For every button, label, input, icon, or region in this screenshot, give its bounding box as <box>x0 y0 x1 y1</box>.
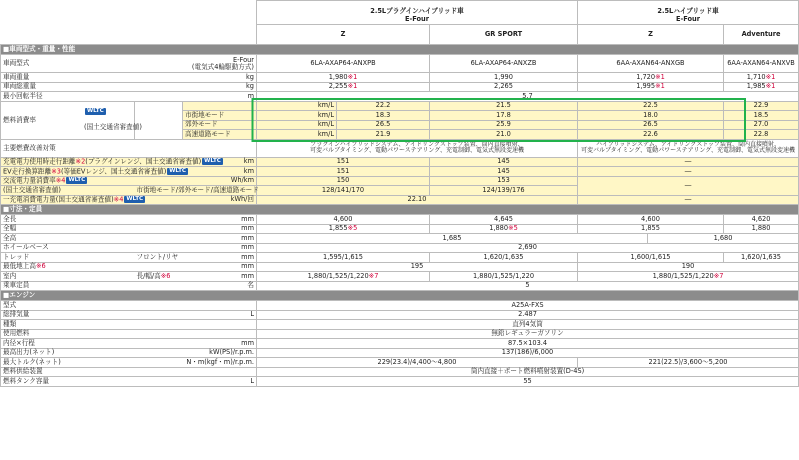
not-applicable: ― <box>578 157 799 167</box>
section-dims: ■寸法・定員 <box>1 205 799 215</box>
width-value: 1,880 <box>489 224 509 233</box>
fuel-mode-label: 郊外モード <box>183 120 257 130</box>
fuel-mode-label <box>183 101 257 111</box>
width-value: 1,855 <box>328 224 348 233</box>
note-number: 1 <box>660 82 665 91</box>
row-length <box>1 215 799 225</box>
wltc-badge: WLTC <box>126 196 144 203</box>
label-fuel-system: 燃料供給装置 <box>1 367 257 377</box>
unit-km-l: km/L <box>257 111 337 121</box>
measures-hev-2: 可変バルブタイミング、電動パワーステアリング、充電制御、電気式無段変速機 <box>580 147 796 154</box>
fuel-value: 26.5 <box>337 120 430 130</box>
height-value: 1,685 <box>257 234 648 244</box>
label-fuel-sub: (国土交通省審査値) <box>84 123 142 131</box>
note-mark: ※ <box>75 157 82 166</box>
label-tread-sub: フロント/リヤ <box>135 253 183 263</box>
width-value: 1,880 <box>724 224 799 234</box>
model-type-value: 6AA-AXAN64-ANXGB <box>578 55 724 73</box>
unit-kwh: kWh/回 <box>183 195 257 205</box>
fuel-value: 22.9 <box>724 101 799 111</box>
ac-power-value: 153 <box>430 176 578 186</box>
unit-m: m <box>183 92 257 102</box>
unit-wh-km: Wh/km <box>183 176 257 186</box>
row-fuel-system <box>1 367 799 377</box>
row-bore-stroke <box>1 339 799 349</box>
label-length: 全長 <box>1 215 183 225</box>
note-number: 1 <box>771 82 776 91</box>
label-ac-power-sub: (国土交通省審査値) <box>1 186 135 196</box>
fuel-value: 22.6 <box>578 130 724 140</box>
note-number: 4 <box>119 195 124 204</box>
row-ground <box>1 262 799 272</box>
label-max-torque: 最大トルク(ネット) <box>1 358 183 368</box>
fuel-value: 18.0 <box>578 111 724 121</box>
section-engine: ■エンジン <box>1 291 799 301</box>
row-displacement <box>1 310 799 320</box>
label-engine-type: 型式 <box>1 301 257 311</box>
note-mark: ※ <box>160 271 167 280</box>
note-mark: ※ <box>55 176 62 185</box>
kind-value: 直列4気筒 <box>257 320 799 330</box>
cabin-value: 1,880/1,525/1,220 <box>430 272 578 282</box>
length-value: 4,600 <box>578 215 724 225</box>
fuel-value: 22.8 <box>724 130 799 140</box>
row-fuel-combined <box>1 101 799 111</box>
unit-kg: kg <box>183 73 257 83</box>
wltc-badge: WLTC <box>87 108 104 114</box>
label-measures: 主要燃費改善対策 <box>1 139 257 157</box>
unit-km: km <box>183 167 257 177</box>
model-type-value: 6LA-AXAP64-ANXZB <box>430 55 578 73</box>
label-tread: トレッド <box>1 253 135 263</box>
note-mark: ※ <box>347 224 354 233</box>
row-wheelbase <box>1 243 799 253</box>
not-applicable: ― <box>578 176 799 195</box>
width-value: 1,855 <box>578 224 724 234</box>
cabin-value: 1,880/1,525/1,220 <box>652 271 714 280</box>
wltc-badge: WLTC <box>68 177 86 184</box>
wheelbase-value: 2,690 <box>257 243 799 253</box>
label-width: 全幅 <box>1 224 183 234</box>
unit-mm: mm <box>183 215 257 225</box>
engine-type-value: A25A-FXS <box>257 301 799 311</box>
label-ac-power-modes: 市街地モード/郊外モード/高速道路モード <box>136 185 259 194</box>
row-tank <box>1 377 799 387</box>
drive-hev: E-Four <box>578 16 799 25</box>
note-mark: ※ <box>347 72 354 81</box>
grade-gr-sport: GR SPORT <box>430 25 578 45</box>
label-vehicle-weight: 車両重量 <box>1 73 183 83</box>
unit-km-l: km/L <box>257 101 337 111</box>
model-type-value: 6LA-AXAP64-ANXPB <box>257 55 430 73</box>
fuel-type-value: 無鉛レギュラーガソリン <box>257 329 799 339</box>
row-engine-type <box>1 301 799 311</box>
note-number: 5 <box>353 224 358 233</box>
note-mark: ※ <box>368 271 375 280</box>
fuel-value: 27.0 <box>724 120 799 130</box>
ev-range-value: 151 <box>257 167 430 177</box>
fuel-value: 26.5 <box>578 120 724 130</box>
label-fuel: 燃料消費率 <box>3 115 36 124</box>
row-capacity <box>1 281 799 291</box>
note-mark: ※ <box>765 82 772 91</box>
ac-power-mode-value: 128/141/170 <box>257 186 430 196</box>
label-ground: 最低地上高 <box>3 262 36 271</box>
unit-drive: E-Four <box>232 55 254 64</box>
measures-phev-1: プラグインハイブリッドシステム、アイドリングストップ装置、筒内直接噴射、 <box>310 141 524 148</box>
row-measures <box>1 139 799 157</box>
row-charge-range <box>1 157 799 167</box>
measures-hev-1: ハイブリッドシステム、アイドリングストップ装置、筒内直接噴射、 <box>596 141 781 148</box>
label-model-type: 車両型式 <box>3 59 30 68</box>
model-type-value: 6AA-AXAN64-ANXVB <box>724 55 799 73</box>
note-mark: ※ <box>713 271 720 280</box>
label-cabin-sub: 長/幅/高 <box>136 271 161 280</box>
wltc-badge: WLTC <box>169 167 186 174</box>
ac-power-mode-value: 124/139/176 <box>430 186 578 196</box>
wltc-badge: WLTC <box>204 158 221 165</box>
note-number: 6 <box>41 262 46 271</box>
turning-radius-value: 5.7 <box>257 92 799 102</box>
row-max-power <box>1 348 799 358</box>
tread-value: 1,620/1,635 <box>430 253 578 263</box>
unit-persons: 名 <box>183 281 257 291</box>
length-value: 4,620 <box>724 215 799 225</box>
label-bore-stroke: 内径×行程 <box>1 339 183 349</box>
note-mark: ※ <box>35 262 42 271</box>
row-ev-range <box>1 167 799 177</box>
label-ac-power: 交流電力量消費率 <box>3 176 56 185</box>
group-phev: 2.5Lプラグインハイブリッド車 <box>257 7 578 16</box>
note-number: 2 <box>81 157 86 166</box>
tread-value: 1,620/1,635 <box>724 253 799 263</box>
unit-mm: mm <box>183 243 257 253</box>
unit-kg: kg <box>183 82 257 92</box>
row-max-torque <box>1 358 799 368</box>
unit-l: L <box>183 310 257 320</box>
fuel-value: 18.3 <box>337 111 430 121</box>
tank-value: 55 <box>257 377 799 387</box>
unit-mm: mm <box>183 253 257 263</box>
grade-z-hev: Z <box>578 25 724 45</box>
label-ev-range-sub: (等価EVレンジ、国土交通省審査値) <box>60 167 167 176</box>
note-mark: ※ <box>655 82 661 91</box>
note-number: 1 <box>771 72 776 81</box>
row-fuel-type <box>1 329 799 339</box>
label-capacity: 乗車定員 <box>1 281 183 291</box>
note-mark: ※ <box>508 224 514 233</box>
group-hev: 2.5Lハイブリッド車 <box>578 7 799 16</box>
row-ac-power <box>1 176 799 186</box>
note-number: 4 <box>61 176 66 185</box>
fuel-value: 22.2 <box>337 101 430 111</box>
row-height <box>1 234 799 244</box>
note-number: 1 <box>660 72 665 81</box>
row-vehicle-weight <box>1 73 799 83</box>
unit-mm: mm <box>183 339 257 349</box>
displacement-value: 2.487 <box>257 310 799 320</box>
max-power-value: 137(186)/6,000 <box>257 348 799 358</box>
fuel-value: 22.5 <box>578 101 724 111</box>
fuel-mode-label: 高速道路モード <box>183 130 257 140</box>
label-kind: 種類 <box>1 320 257 330</box>
charge-range-value: 145 <box>430 157 578 167</box>
unit-km-l: km/L <box>257 120 337 130</box>
label-turning-radius: 最小回転半径 <box>1 92 183 102</box>
row-cabin <box>1 272 799 282</box>
label-fuel-type: 使用燃料 <box>1 329 257 339</box>
fuel-value: 21.5 <box>430 101 578 111</box>
grade-adventure: Adventure <box>724 25 799 45</box>
note-number: 7 <box>374 271 379 280</box>
label-wheelbase: ホイールベース <box>1 243 183 253</box>
length-value: 4,600 <box>257 215 430 225</box>
vehicle-weight-value: 1,720 <box>636 72 656 81</box>
fuel-value: 17.8 <box>430 111 578 121</box>
row-one-charge <box>1 195 799 205</box>
unit-km: km <box>183 157 257 167</box>
grade-z-phev: Z <box>257 25 430 45</box>
ac-power-value: 150 <box>257 176 430 186</box>
row-gross-weight <box>1 82 799 92</box>
section-vehicle: ■車両型式・重量・性能 <box>1 45 799 55</box>
max-torque-value: 221(22.5)/3,600〜5,200 <box>578 358 799 368</box>
vehicle-weight-value: 1,980 <box>328 72 348 81</box>
note-mark: ※ <box>51 167 57 176</box>
label-max-power: 最高出力(ネット) <box>1 348 183 358</box>
unit-kw: kW(PS)/r.p.m. <box>183 348 257 358</box>
row-tread <box>1 253 799 263</box>
gross-weight-value: 2,255 <box>328 82 348 91</box>
note-number: 3 <box>56 167 61 176</box>
not-applicable: ― <box>578 195 799 205</box>
row-kind <box>1 320 799 330</box>
note-number: 1 <box>353 72 358 81</box>
label-charge-range: 充電電力使用時走行距離 <box>3 157 76 166</box>
gross-weight-value: 1,985 <box>746 82 766 91</box>
vehicle-weight-value: 1,990 <box>430 73 578 83</box>
label-ev-range: EV走行換算距離 <box>3 167 52 176</box>
label-gross-weight: 車両総重量 <box>1 82 183 92</box>
fuel-value: 25.9 <box>430 120 578 130</box>
charge-range-value: 151 <box>257 157 430 167</box>
note-number: 6 <box>166 271 171 280</box>
one-charge-value: 22.10 <box>257 195 578 205</box>
label-one-charge-sub: (国土交通省審査値) <box>55 195 114 204</box>
vehicle-weight-value: 1,710 <box>746 72 766 81</box>
unit-mm: mm <box>183 262 257 272</box>
ev-range-value: 145 <box>430 167 578 177</box>
gross-weight-value: 1,995 <box>636 82 656 91</box>
fuel-value: 21.9 <box>337 130 430 140</box>
unit-mm: mm <box>183 224 257 234</box>
unit-drive-sub: (電気式4輪駆動方式) <box>191 62 254 71</box>
ground-value: 195 <box>257 262 578 272</box>
note-number: 1 <box>353 82 358 91</box>
label-displacement: 総排気量 <box>1 310 183 320</box>
note-mark: ※ <box>347 82 354 91</box>
row-width <box>1 224 799 234</box>
unit-mm: mm <box>183 234 257 244</box>
fuel-value: 18.5 <box>724 111 799 121</box>
label-tank: 燃料タンク容量 <box>1 377 183 387</box>
fuel-mode-label: 市街地モード <box>183 111 257 121</box>
note-mark: ※ <box>765 72 772 81</box>
gross-weight-value: 2,265 <box>430 82 578 92</box>
label-height: 全高 <box>1 234 183 244</box>
cabin-value: 1,880/1,525/1,220 <box>307 271 369 280</box>
unit-nm: N・m(kgf・m)/r.p.m. <box>183 358 257 368</box>
bore-stroke-value: 87.5×103.4 <box>257 339 799 349</box>
length-value: 4,645 <box>430 215 578 225</box>
drive-phev: E-Four <box>257 16 578 25</box>
unit-l: L <box>183 377 257 387</box>
note-number: 7 <box>719 271 724 280</box>
label-cabin: 室内 <box>1 272 135 282</box>
note-mark: ※ <box>655 72 661 81</box>
tread-value: 1,595/1,615 <box>257 253 430 263</box>
tread-value: 1,600/1,615 <box>578 253 724 263</box>
row-turning-radius <box>1 92 799 102</box>
capacity-value: 5 <box>257 281 799 291</box>
note-mark: ※ <box>113 195 120 204</box>
fuel-system-value: 筒内直接＋ポート燃料噴射装置(D-4S) <box>257 367 799 377</box>
note-number: 5 <box>513 224 518 233</box>
label-one-charge: 一充電消費電力量 <box>3 195 56 204</box>
not-applicable: ― <box>578 167 799 177</box>
row-model-type <box>1 55 799 73</box>
unit-km-l: km/L <box>257 130 337 140</box>
height-value: 1,680 <box>648 234 799 244</box>
ground-value: 190 <box>578 262 799 272</box>
label-charge-range-sub: (プラグインレンジ、国土交通省審査値) <box>85 157 202 166</box>
fuel-value: 21.0 <box>430 130 578 140</box>
max-torque-value: 229(23.4)/4,400〜4,800 <box>257 358 578 368</box>
unit-mm: mm <box>183 272 257 282</box>
measures-phev-2: 可変バルブタイミング、電動パワーステアリング、充電制御、電気式無段変速機 <box>309 147 525 154</box>
